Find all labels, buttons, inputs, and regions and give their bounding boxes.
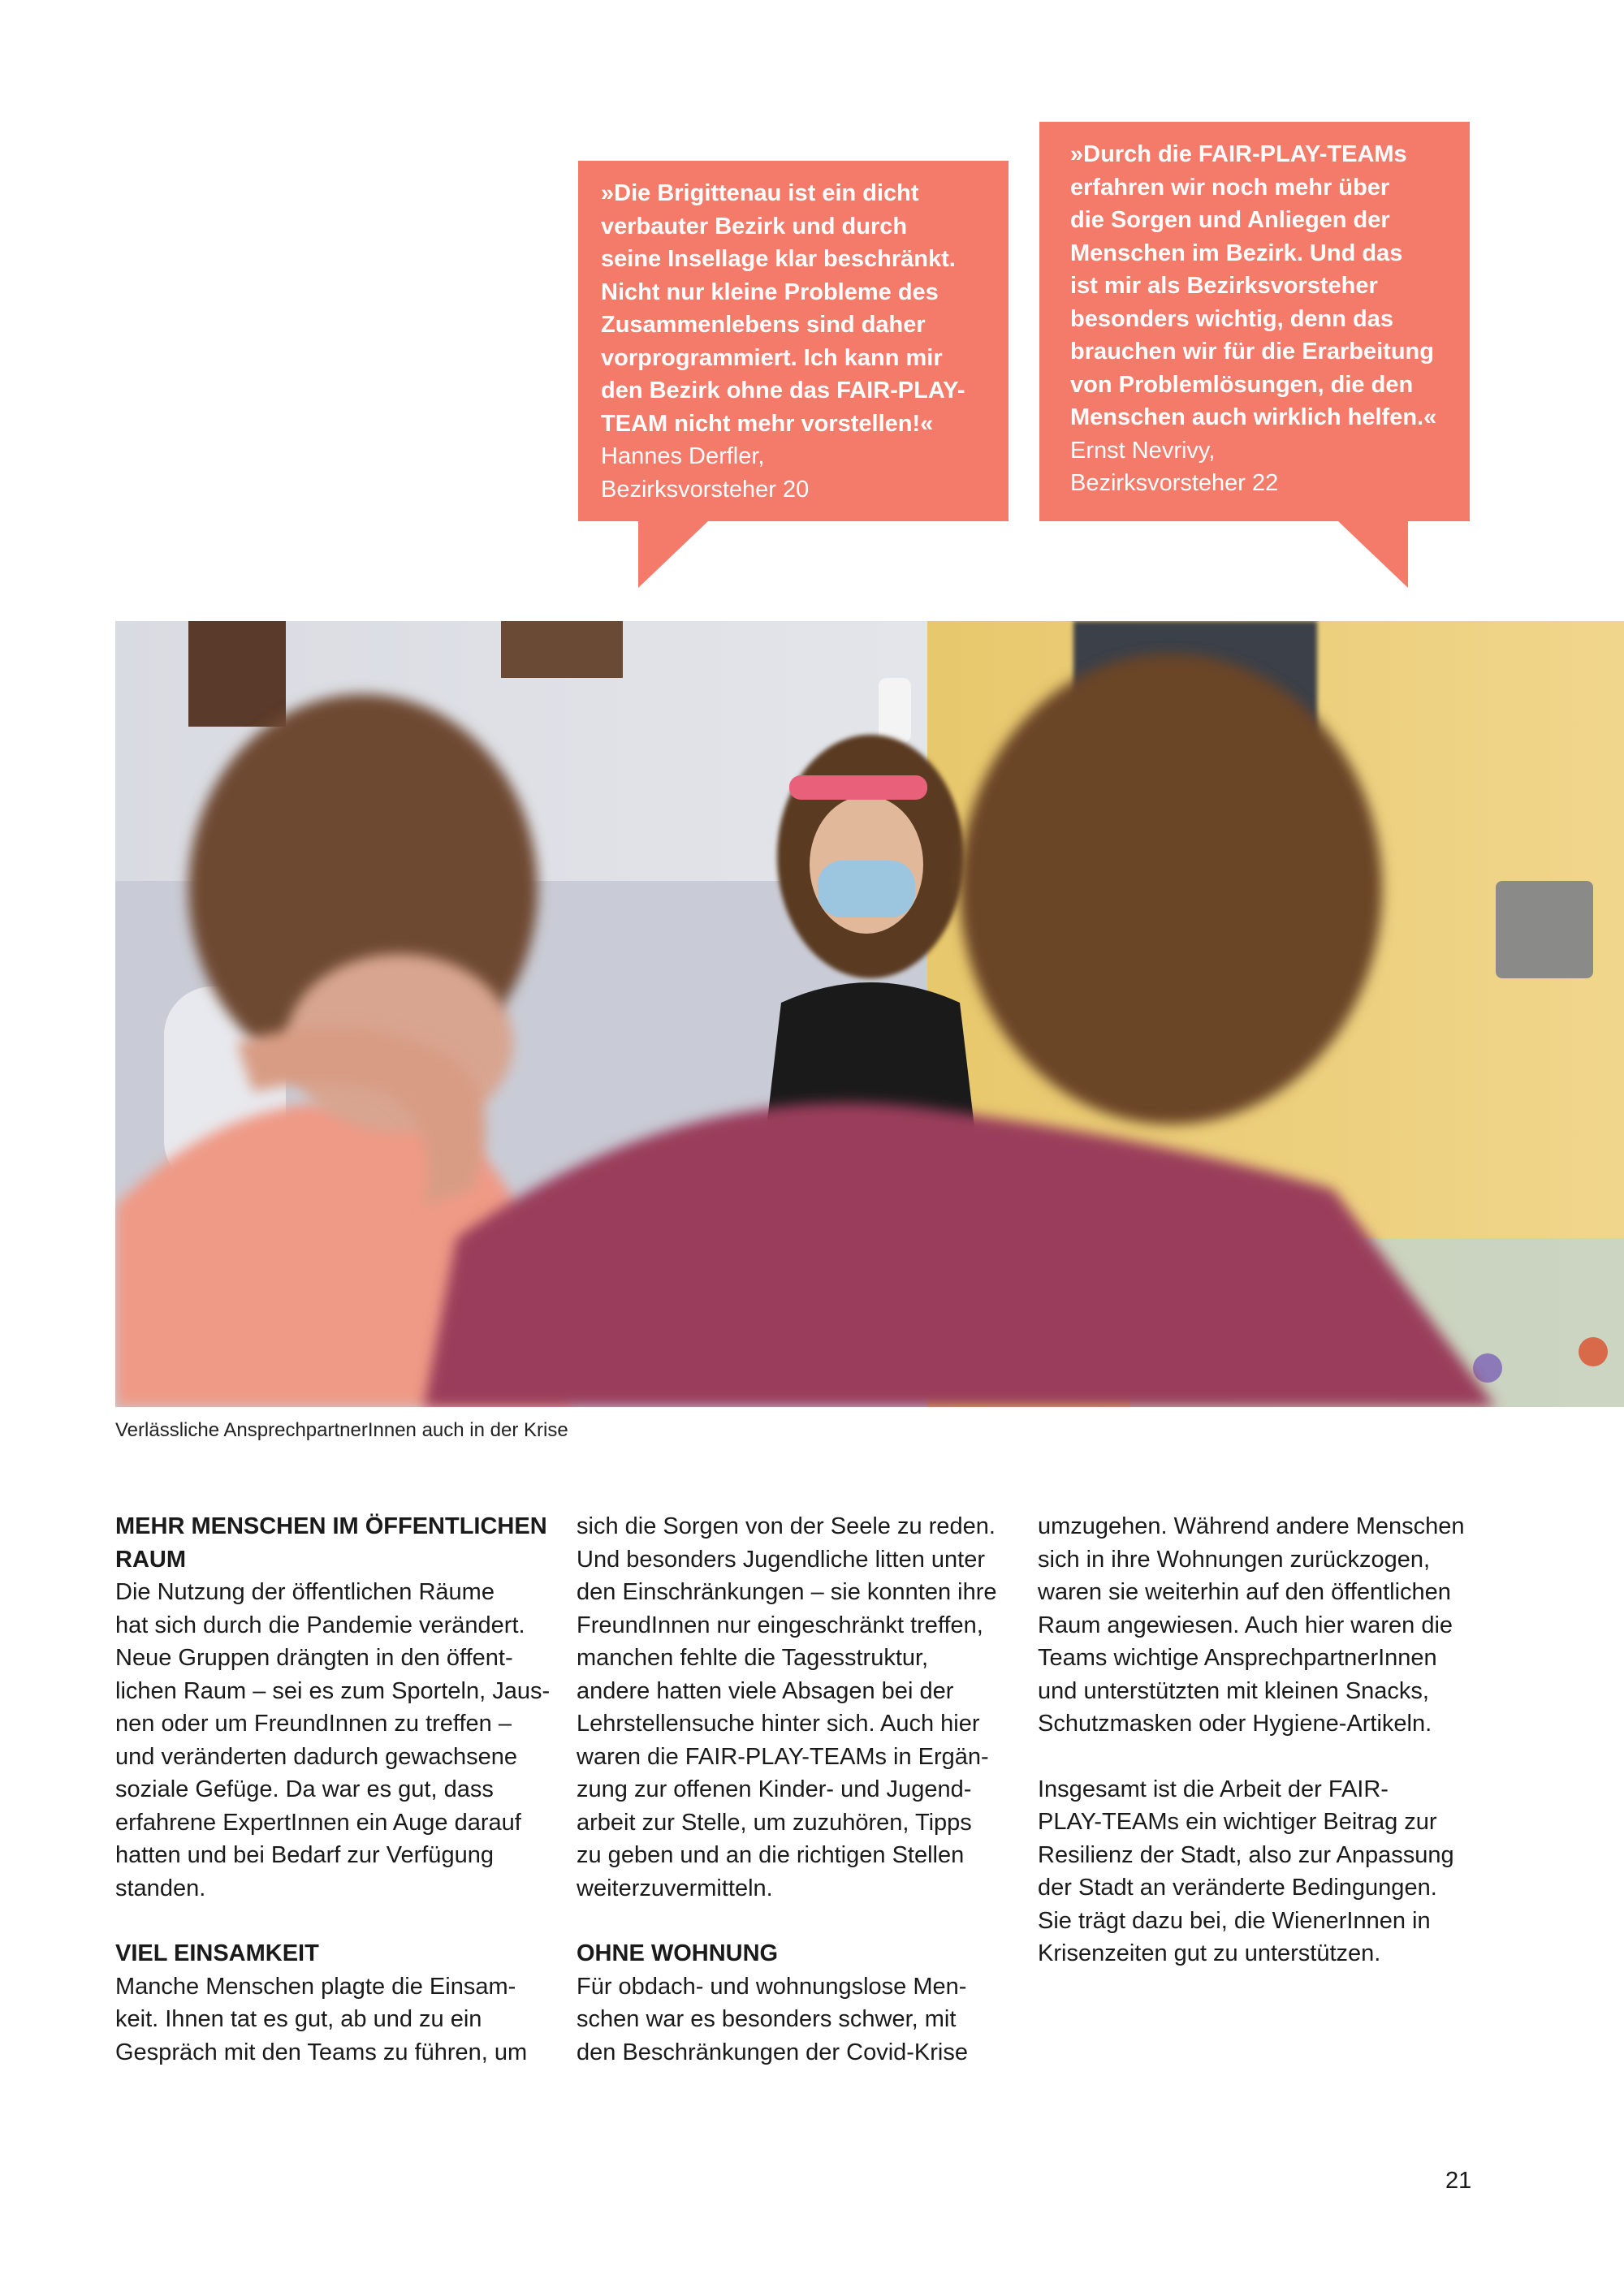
quote-author: Hannes Derfler, <box>601 443 765 469</box>
article-column-2 <box>577 1510 1015 2069</box>
photo-caption: Verlässliche AnsprechpartnerInnen auch in der Krise <box>115 1419 568 1441</box>
paragraph: umzugehen. Während andere Menschen sich in ihre Wohnungen zurückzogen, waren sie weiterhin auf den öffentlichen Raum angewiesen. Auch hier waren die Teams wichtige AnsprechpartnerInnen und unterstützten mit kleinen Snacks, Schutzmasken oder Hygiene-Artikeln. <box>1038 1513 1465 1737</box>
quote-author: Ernst Nevrivy, <box>1070 437 1216 464</box>
speech-tail <box>638 521 708 588</box>
section-heading: VIEL EINSAMKEIT <box>115 1940 319 1966</box>
quote-role: Bezirksvorsteher 22 <box>1070 470 1279 496</box>
article-column-1 <box>115 1510 554 2069</box>
section-heading: OHNE WOHNUNG <box>577 1940 779 1966</box>
paragraph: sich die Sorgen von der Seele zu reden. Und besonders Jugendliche litten unter den Einschränkungen – sie konnten ihre FreundInnen nur eingeschränkt treffen, manchen fehlte die Tagesstruktur, andere hatten viele Absagen bei der Lehrstellensuche hinter sich. Auch hier waren die FAIR-PLAY-TEAMs in Ergän- zung zur offenen Kinder- und Jugend- arbeit zur Stelle, um zuzuhören, Tipps zu geben und an die richtigen Stellen weiterzuvermitteln. <box>577 1513 997 1901</box>
article-column-3 <box>1038 1510 1476 1970</box>
page-number: 21 <box>1445 2168 1472 2194</box>
photo-children-with-streetworker <box>115 621 1624 1407</box>
speech-tail <box>1338 521 1408 588</box>
paragraph: Manche Menschen plagte die Einsam- keit. Ihnen tat es gut, ab und zu ein Gespräch mit den Teams zu führen, um <box>115 1973 528 2065</box>
paragraph: Insgesamt ist die Arbeit der FAIR- PLAY-TEAMs ein wichtiger Beitrag zur Resilienz der Stadt, also zur Anpassung der Stadt an veränderte Bedingungen. Sie trägt dazu bei, die WienerInnen in Krisenzeiten gut zu unterstützen. <box>1038 1776 1454 1966</box>
quote-bubble-derfler <box>578 161 1009 521</box>
paragraph: Für obdach- und wohnungslose Men- schen war es besonders schwer, mit den Beschränkungen der Covid-Krise <box>577 1973 968 2065</box>
quote-role: Bezirksvorsteher 20 <box>601 476 810 503</box>
section-heading: MEHR MENSCHEN IM ÖFFENTLICHEN RAUM <box>115 1513 547 1573</box>
quote-text: »Durch die FAIR-PLAY-TEAMs erfahren wir noch mehr über die Sorgen und Anliegen der Menschen im Bezirk. Und das ist mir als Bezirksvorsteher besonders wichtig, denn das brauchen wir für die Erarbeitung von Problemlösungen, die den Menschen auch wirklich helfen.« <box>1070 141 1437 430</box>
paragraph: Die Nutzung der öffentlichen Räume hat sich durch die Pandemie verändert. Neue Gruppen drängten in den öffent- lichen Raum – sei es zum Sporteln, Jaus- nen oder um FreundInnen zu treffen – und veränderten dadurch gewachsene soziale Gefüge. Da war es gut, dass erfahrene ExpertInnen ein Auge darauf hatten und bei Bedarf zur Verfügung standen. <box>115 1579 551 1901</box>
quote-bubble-nevrivy <box>1039 122 1470 521</box>
quote-text: »Die Brigittenau ist ein dicht verbauter Bezirk und durch seine Insellage klar beschränkt. Nicht nur kleine Probleme des Zusammenlebens sind daher vorprogrammiert. Ich kann mir den Bezirk ohne das FAIR-PLAY- TEAM nicht mehr vorstellen!« <box>601 180 965 437</box>
